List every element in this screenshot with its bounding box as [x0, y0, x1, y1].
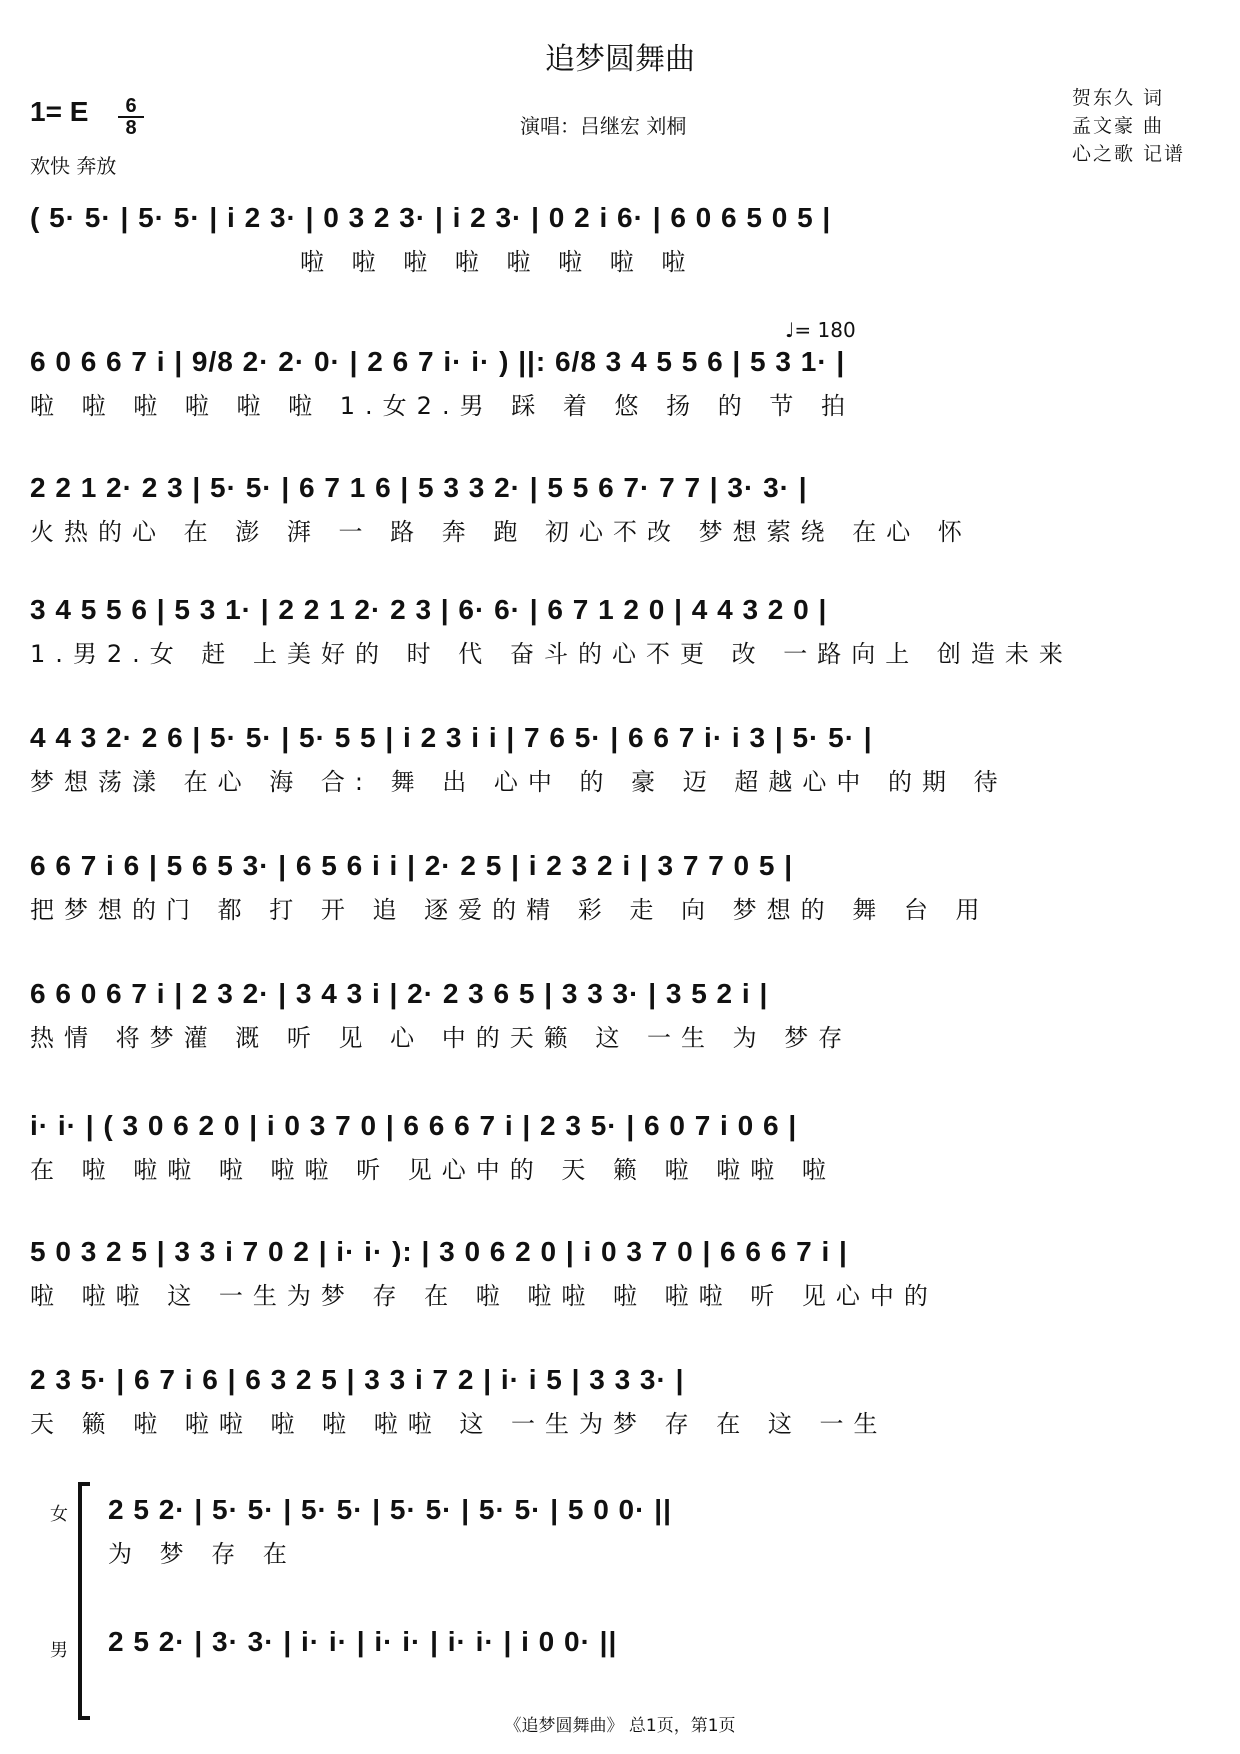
female-label: 女 — [50, 1504, 68, 1525]
tempo-text: 欢快 奔放 — [30, 154, 117, 178]
tempo-mark: ♩= 180 — [785, 318, 856, 342]
score-line-5 — [30, 716, 1210, 806]
singer: 演唱：吕继宏 刘桐 — [520, 114, 687, 138]
key-signature: 1= E — [30, 96, 89, 127]
score-line-9 — [30, 1230, 1210, 1320]
score-line-6 — [30, 844, 1210, 934]
lyrics: 把梦想的门 都 打 开 追 逐爱的精 彩 走 向 梦想的 舞 台 用 — [30, 896, 990, 924]
score-line-4 — [30, 588, 1210, 678]
score-line-3 — [30, 466, 1210, 556]
notes: 2 2 1 2· 2 3 | 5· 5· | 6 7 1 6 | 5 3 3 2· | 5 5 6 7· 7 7 | 3· 3· | — [30, 472, 808, 503]
lyrics: 啦 啦 啦 啦 啦 啦 1.女2.男 踩 着 悠 扬 的 节 拍 — [30, 392, 855, 420]
lyrics: 啦 啦啦 这 一生为梦 存 在 啦 啦啦 啦 啦啦 听 见心中的 — [30, 1282, 938, 1310]
score-line-10 — [30, 1358, 1210, 1448]
score-line-2 — [30, 340, 1210, 430]
credit-transcriber: 心之歌 记谱 — [1072, 143, 1186, 165]
lyrics: 火热的心 在 澎 湃 一 路 奔 跑 初心不改 梦想萦绕 在心 怀 — [30, 518, 972, 546]
female-line — [108, 1488, 1208, 1578]
notes: ( 5· 5· | 5· 5· | i 2 3· | 0 3 2 3· | i 2 3· | 0 2 i 6· | 6 0 6 5 0 5 | — [30, 202, 832, 233]
time-denominator: 8 — [125, 117, 137, 139]
lyrics: 热情 将梦灌 溉 听 见 心 中的天籁 这 一生 为 梦存 — [30, 1024, 853, 1052]
lyrics: 啦 啦 啦 啦 啦 啦 啦 啦 — [300, 248, 696, 276]
lyrics: 梦想荡漾 在心 海 合: 舞 出 心中 的 豪 迈 超越心中 的期 待 — [30, 768, 1008, 796]
notes: 5 0 3 2 5 | 3 3 i 7 0 2 | i· i· ): | 3 0 6 2 0 | i 0 3 7 0 | 6 6 6 7 i | — [30, 1236, 848, 1267]
notes: 6 6 7 i 6 | 5 6 5 3· | 6 5 6 i i | 2· 2 5 | i 2 3 2 i | 3 7 7 0 5 | — [30, 850, 794, 881]
male-line — [108, 1620, 1208, 1710]
voice-bracket — [78, 1482, 90, 1720]
score-line-1 — [30, 196, 1210, 286]
page-footer: 《追梦圆舞曲》 总1页，第1页 — [504, 1716, 736, 1736]
score-title: 追梦圆舞曲 — [545, 42, 695, 77]
credits — [1072, 84, 1185, 168]
lyrics: 1.男2.女 赶 上美好的 时 代 奋斗的心不更 改 一路向上 创造未来 — [30, 640, 1073, 668]
notes: i· i· | ( 3 0 6 2 0 | i 0 3 7 0 | 6 6 6 7 i | 2 3 5· | 6 0 7 i 0 6 | — [30, 1110, 798, 1141]
notes: 2 5 2· | 3· 3· | i· i· | i· i· | i· i· | i 0 0· || — [108, 1626, 618, 1657]
notes: 3 4 5 5 6 | 5 3 1· | 2 2 1 2· 2 3 | 6· 6· | 6 7 1 2 0 | 4 4 3 2 0 | — [30, 594, 828, 625]
notes: 2 3 5· | 6 7 i 6 | 6 3 2 5 | 3 3 i 7 2 | i· i 5 | 3 3 3· | — [30, 1364, 685, 1395]
notes: 4 4 3 2· 2 6 | 5· 5· | 5· 5 5 | i 2 3 i i | 7 6 5· | 6 6 7 i· i 3 | 5· 5· | — [30, 722, 873, 753]
male-label: 男 — [50, 1640, 68, 1661]
credit-lyricist: 贺东久 词 — [1072, 87, 1165, 109]
lyrics: 天 籁 啦 啦啦 啦 啦 啦啦 这 一生为梦 存 在 这 一生 — [30, 1410, 888, 1438]
score-line-7 — [30, 972, 1210, 1062]
credit-composer: 孟文豪 曲 — [1072, 115, 1165, 137]
score-line-8 — [30, 1104, 1210, 1194]
notes: 6 6 0 6 7 i | 2 3 2· | 3 4 3 i | 2· 2 3 6 5 | 3 3 3· | 3 5 2 i | — [30, 978, 769, 1009]
notes: 2 5 2· | 5· 5· | 5· 5· | 5· 5· | 5· 5· | 5 0 0· || — [108, 1494, 672, 1525]
time-numerator: 6 — [118, 96, 144, 118]
time-signature — [118, 96, 144, 138]
notes: 6 0 6 6 7 i | 9/8 2· 2· 0· | 2 6 7 i· i· ) ||: 6/8 3 4 5 5 6 | 5 3 1· | — [30, 346, 846, 377]
lyrics: 为 梦 存 在 — [108, 1540, 297, 1568]
lyrics: 在 啦 啦啦 啦 啦啦 听 见心中的 天 籁 啦 啦啦 啦 — [30, 1156, 836, 1184]
